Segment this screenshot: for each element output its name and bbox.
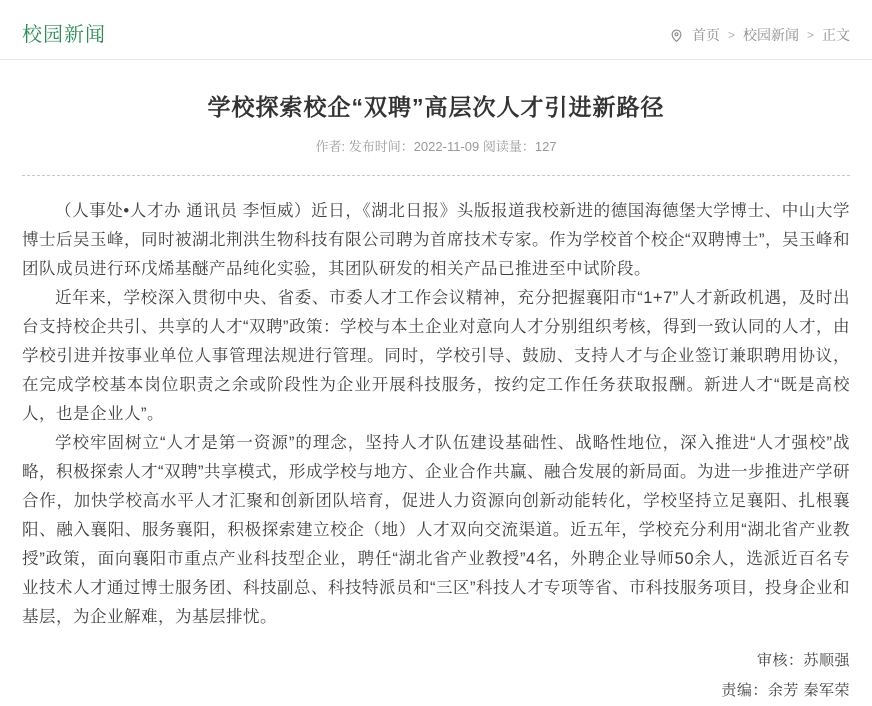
breadcrumb (669, 25, 850, 47)
breadcrumb-home[interactable]: 首页 (691, 27, 720, 43)
article-paragraph: 学校牢固树立“人才是第一资源”的理念，坚持人才队伍建设基础性、战略性地位，深入推进“人才强校”战略，积极探索人才“双聘”共享模式，形成学校与地方、企业合作共赢、融合发展的新局面。为进一步推进产学研合作，加快学校高水平人才汇聚和创新团队培育，促进人力资源向创新动能转化，学校坚持立足襄阳、扎根襄阳、融入襄阳、服务襄阳，积极探索建立校企（地）人才双向交流渠道。近五年，学校充分利用“湖北省产业教授”政策，面向襄阳市重点产业科技型企业，聘任“湖北省产业教授”4名，外聘企业导师50余人，选派近百名专业技术人才通过博士服务团、科技副总、科技特派员和“三区”科技人才专项等省、市科技服务项目，投身企业和基层，为企业解难，为基层排忧。 (22, 434, 850, 626)
article-paragraph: （人事处•人才办 通讯员 李恒威）近日，《湖北日报》头版报道我校新进的德国海德堡大学博士、中山大学博士后吴玉峰，同时被湖北荆洪生物科技有限公司聘为首席技术专家。作为学校首个校企“双聘博士”，吴玉峰和团队成员进行环戊烯基醚产品纯化实验，其团队研发的相关产品已推进至中试阶段。 (22, 202, 850, 278)
breadcrumb-separator: > (727, 28, 735, 42)
reviewer-line: 审核：苏顺强 (756, 652, 850, 669)
article-meta: 作者: 发布时间：2022-11-09 阅读量：127 (315, 139, 557, 154)
breadcrumb-separator: > (806, 28, 814, 42)
section-header (0, 0, 872, 60)
location-pin-icon (669, 28, 684, 43)
breadcrumb-section[interactable]: 校园新闻 (742, 27, 799, 43)
article (0, 89, 872, 706)
article-signoff (22, 646, 850, 706)
article-body (22, 197, 850, 632)
dashed-divider (22, 175, 850, 176)
breadcrumb-current: 正文 (822, 27, 850, 43)
section-title: 校园新闻 (22, 24, 106, 46)
article-title: 学校探索校企“双聘”高层次人才引进新路径 (207, 94, 665, 120)
editor-line: 责编：余芳 秦军荣 (721, 682, 850, 699)
article-paragraph: 近年来，学校深入贯彻中央、省委、市委人才工作会议精神，充分把握襄阳市“1+7”人才新政机遇，及时出台支持校企共引、共享的人才“双聘”政策：学校与本土企业对意向人才分别组织考核，得到一致认同的人才，由学校引进并按事业单位人事管理法规进行管理。同时，学校引导、鼓励、支持人才与企业签订兼职聘用协议，在完成学校基本岗位职责之余或阶段性为企业开展科技服务，按约定工作任务获取报酬。新进人才“既是高校人，也是企业人”。 (22, 289, 850, 423)
